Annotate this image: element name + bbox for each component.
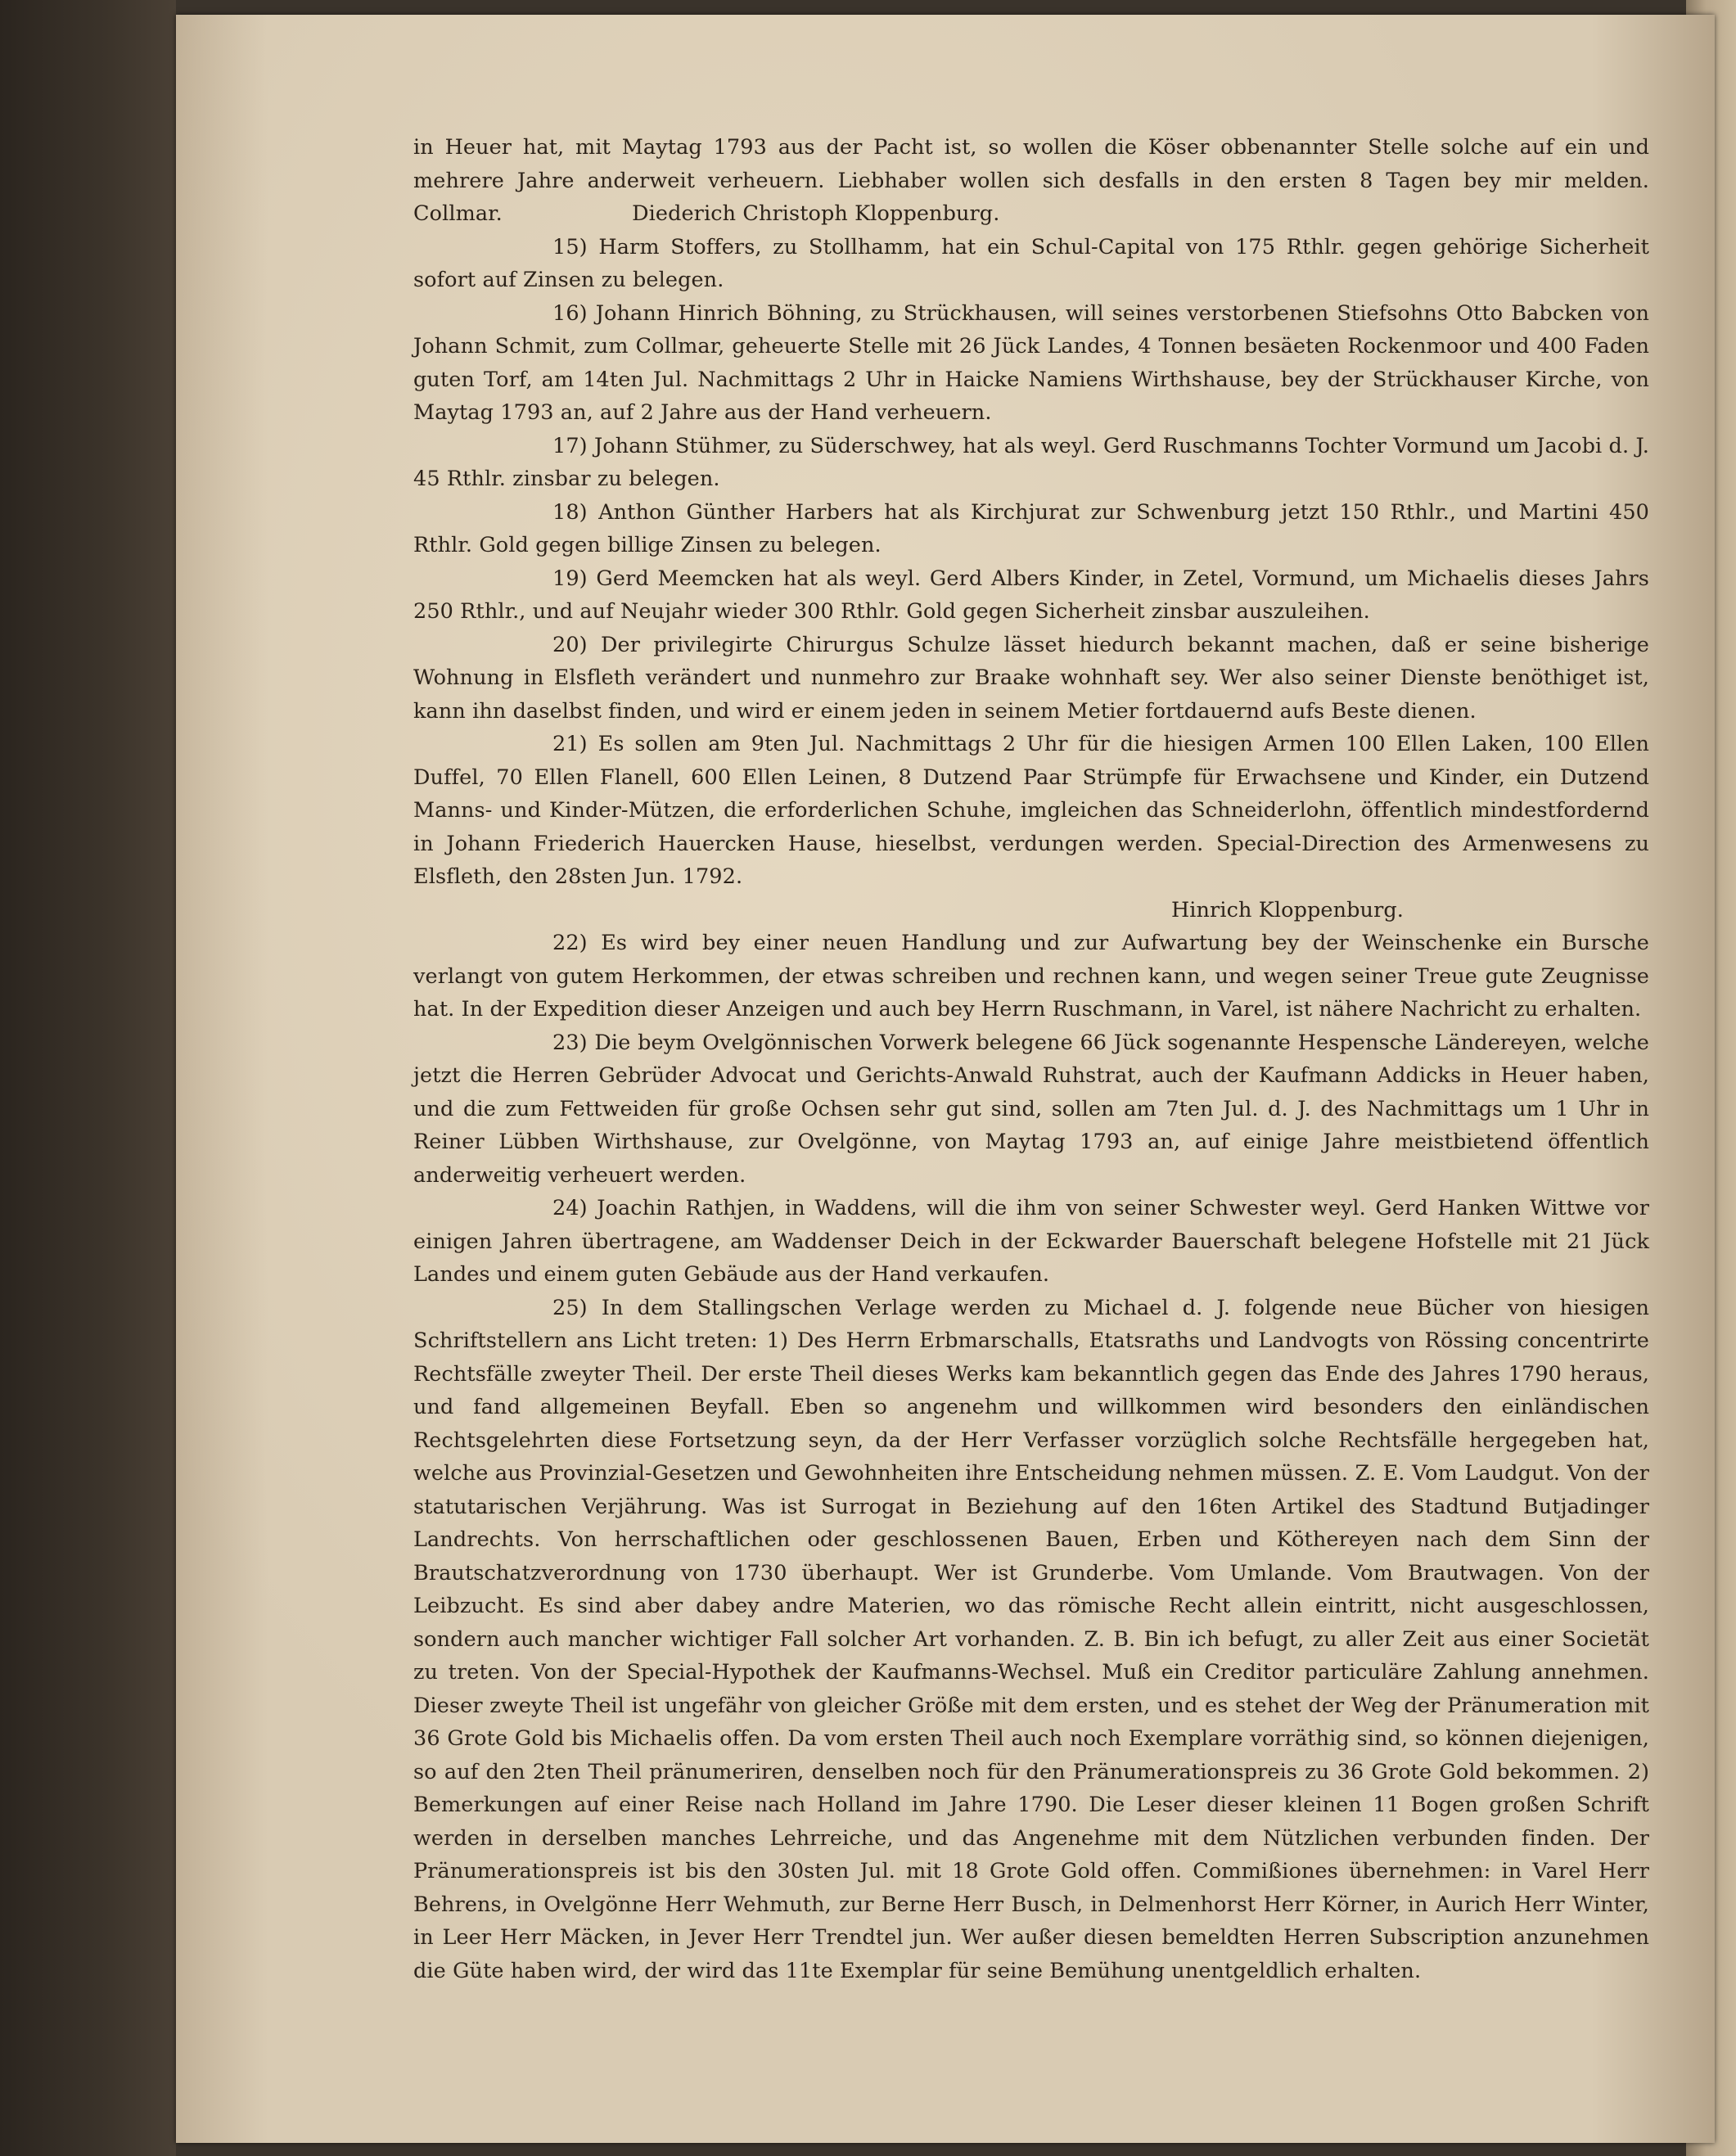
paragraph-text: 25) In dem Stallingschen Verlage werden zu Michael d. J. folgende neue Bücher von hiesigen Schriftstellern ans Licht treten: 1) Des Herrn Erbmarschalls, Etatsraths und Landvogts von Rössing concentrirte Rechtsfälle zweyter Theil. Der erste Theil dieses Werks kam bekanntlich gegen das Ende des Jahres 1790 heraus, und fand allgemeinen Beyfall. Eben so angenehm und willkommen wird besonders den einländischen Rechtsgelehrten diese Fortsetzung seyn, da der Herr Verfasser vorzüglich solche Rechtsfälle hergegeben hat, welche aus Provinzial-Gesetzen und Gewohnheiten ihre Entscheidung nehmen müssen. Z. E. Vom Laudgut. Von der statutarischen Verjährung. Was ist Surrogat in Beziehung auf den 16ten Artikel des Stadtund Butjadinger Landrechts. Von herrschaftlichen oder geschlossenen Bauen, Erben und Köthereyen nach dem Sinn der Brautschatzverordnung von 1730 überhaupt. Wer ist Grunderbe. Vom Umlande. Vom Brautwagen. Von der Leibzucht. Es sind aber dabey andre Materien, wo das römische Recht allein eintritt, nicht ausgeschlossen, sondern auch mancher wichtiger Fall solcher Art vorhanden. Z. B. Bin ich befugt, zu aller Zeit aus einer Societät zu treten. Von der Special-Hypothek der Kaufmanns-Wechsel. Muß ein Creditor particuläre Zahlung annehmen. Dieser zweyte Theil ist ungefähr von gleicher Größe mit dem ersten, und es stehet der Weg der Pränumeration mit 36 Grote Gold bis Michaelis offen. Da vom ersten Theil auch noch Exemplare vorräthig sind, so können diejenigen, so auf den 2ten Theil pränumeriren, denselben noch für den Pränumerationspreis zu 36 Grote Gold bekommen. 2) Bemerkungen auf einer Reise nach Holland im Jahre 1790. Die Leser dieser kleinen 11 Bogen großen Schrift werden in derselben manches Lehrreiche, und das Angenehme mit dem Nützlichen verbunden finden. Der Pränumerationspreis ist bis den 30sten Jul. mit 18 Grote Gold offen. Commißiones übernehmen: in Varel Herr Behrens, in Ovelgönne Herr Wehmuth, zur Berne Herr Busch, in Delmenhorst Herr Körner, in Aurich Herr Winter, in Leer Herr Mäcken, in Jever Herr Trendtel jun. Wer außer diesen bemeldten Herren Subscription anzunehmen die Güte haben wird, der wird das 11te Exemplar für seine Bemühung unentgeldlich erhalten. xyxy=(413,1295,1649,1983)
book-binding xyxy=(0,0,176,2156)
entry-21 xyxy=(413,728,1649,894)
paragraph-text: in Heuer hat, mit Maytag 1793 aus der Pacht ist, so wollen die Köser obbenannter Stelle solche auf ein und mehrere Jahre anderweit verheuern. Liebhaber wollen sich desfalls in den ersten 8 Tagen bey mir melden. Collmar. xyxy=(413,135,1649,226)
signature: Diederich Christoph Kloppenburg. xyxy=(632,201,1000,226)
entry-24 xyxy=(413,1192,1649,1292)
paragraph-text: 15) Harm Stoffers, zu Stollhamm, hat ein Schul-Capital von 175 Rthlr. gegen gehörige Sicherheit sofort auf Zinsen zu belegen. xyxy=(413,234,1649,292)
entry-15 xyxy=(413,231,1649,297)
entry-20 xyxy=(413,629,1649,728)
paragraph-text: 16) Johann Hinrich Böhning, zu Strückhausen, will seines verstorbenen Stiefsohns Otto Babcken von Johann Schmit, zum Collmar, geheuerte Stelle mit 26 Jück Landes, 4 Tonnen besäeten Rockenmoor und 400 Faden guten Torf, am 14ten Jul. Nachmittags 2 Uhr in Haicke Namiens Wirthshause, bey der Strückhauser Kirche, von Maytag 1793 an, auf 2 Jahre aus der Hand verheuern. xyxy=(413,300,1649,425)
entry-19 xyxy=(413,562,1649,629)
signature: Hinrich Kloppenburg. xyxy=(1170,897,1404,922)
paragraph-text: 17) Johann Stühmer, zu Süderschwey, hat als weyl. Gerd Ruschmanns Tochter Vormund um Jacobi d. J. 45 Rthlr. zinsbar zu belegen. xyxy=(413,433,1649,491)
page-text xyxy=(413,131,1649,2095)
entry-25 xyxy=(413,1292,1649,1988)
entry-22 xyxy=(413,927,1649,1026)
entry-18 xyxy=(413,496,1649,562)
paragraph-text: 22) Es wird bey einer neuen Handlung und zur Aufwartung bey der Weinschenke ein Bursche verlangt von gutem Herkommen, der etwas schreiben und rechnen kann, und wegen seiner Treue gute Zeugnisse hat. In der Expedition dieser Anzeigen und auch bey Herrn Ruschmann, in Varel, ist nähere Nachricht zu erhalten. xyxy=(413,931,1649,1022)
paragraph-continuation xyxy=(413,131,1649,231)
paragraph-text: 20) Der privilegirte Chirurgus Schulze lässet hiedurch bekannt machen, daß er seine bisherige Wohnung in Elsfleth verändert und nunmehro zur Braake wohnhaft sey. Wer also seiner Dienste benöthiget ist, kann ihn daselbst finden, und wird er einem jeden in seinem Metier fortdauernd aufs Beste dienen. xyxy=(413,632,1649,724)
paragraph-text: 24) Joachin Rathjen, in Waddens, will die ihm von seiner Schwester weyl. Gerd Hanken Wittwe vor einigen Jahren übertragene, am Waddenser Deich in der Eckwarder Bauerschaft belegene Hofstelle mit 21 Jück Landes und einem guten Gebäude aus der Hand verkaufen. xyxy=(413,1196,1649,1287)
paragraph-text: 19) Gerd Meemcken hat als weyl. Gerd Albers Kinder, in Zetel, Vormund, um Michaelis dieses Jahrs 250 Rthlr., und auf Neujahr wieder 300 Rthlr. Gold gegen Sicherheit zinsbar auszuleihen. xyxy=(413,566,1649,624)
paragraph-text: 21) Es sollen am 9ten Jul. Nachmittags 2 Uhr für die hiesigen Armen 100 Ellen Laken, 100 Ellen Duffel, 70 Ellen Flanell, 600 Ellen Leinen, 8 Dutzend Paar Strümpfe für Erwachsene und Kinder, ein Dutzend Manns- und Kinder-Mützen, die erforderlichen Schuhe, imgleichen das Schneiderlohn, öffentlich mindestfordernd in Johann Friederich Hauercken Hause, hieselbst, verdungen werden. Special-Direction des Armenwesens zu Elsfleth, den 28sten Jun. 1792. xyxy=(413,732,1649,889)
entry-23 xyxy=(413,1026,1649,1193)
signature-line xyxy=(413,894,1649,927)
entry-16 xyxy=(413,297,1649,430)
paragraph-text: 18) Anthon Günther Harbers hat als Kirchjurat zur Schwenburg jetzt 150 Rthlr., und Martini 450 Rthlr. Gold gegen billige Zinsen zu belegen. xyxy=(413,499,1649,557)
paragraph-text: 23) Die beym Ovelgönnischen Vorwerk belegene 66 Jück sogenannte Hespensche Ländereyen, welche jetzt die Herren Gebrüder Advocat und Gerichts-Anwald Ruhstrat, auch der Kaufmann Addicks in Heuer haben, und die zum Fettweiden für große Ochsen sehr gut sind, sollen am 7ten Jul. d. J. des Nachmittags um 1 Uhr in Reiner Lübben Wirthshause, zur Ovelgönne, von Maytag 1793 an, auf einige Jahre meistbietend öffentlich anderweitig verheuert werden. xyxy=(413,1030,1649,1188)
entry-17 xyxy=(413,430,1649,496)
